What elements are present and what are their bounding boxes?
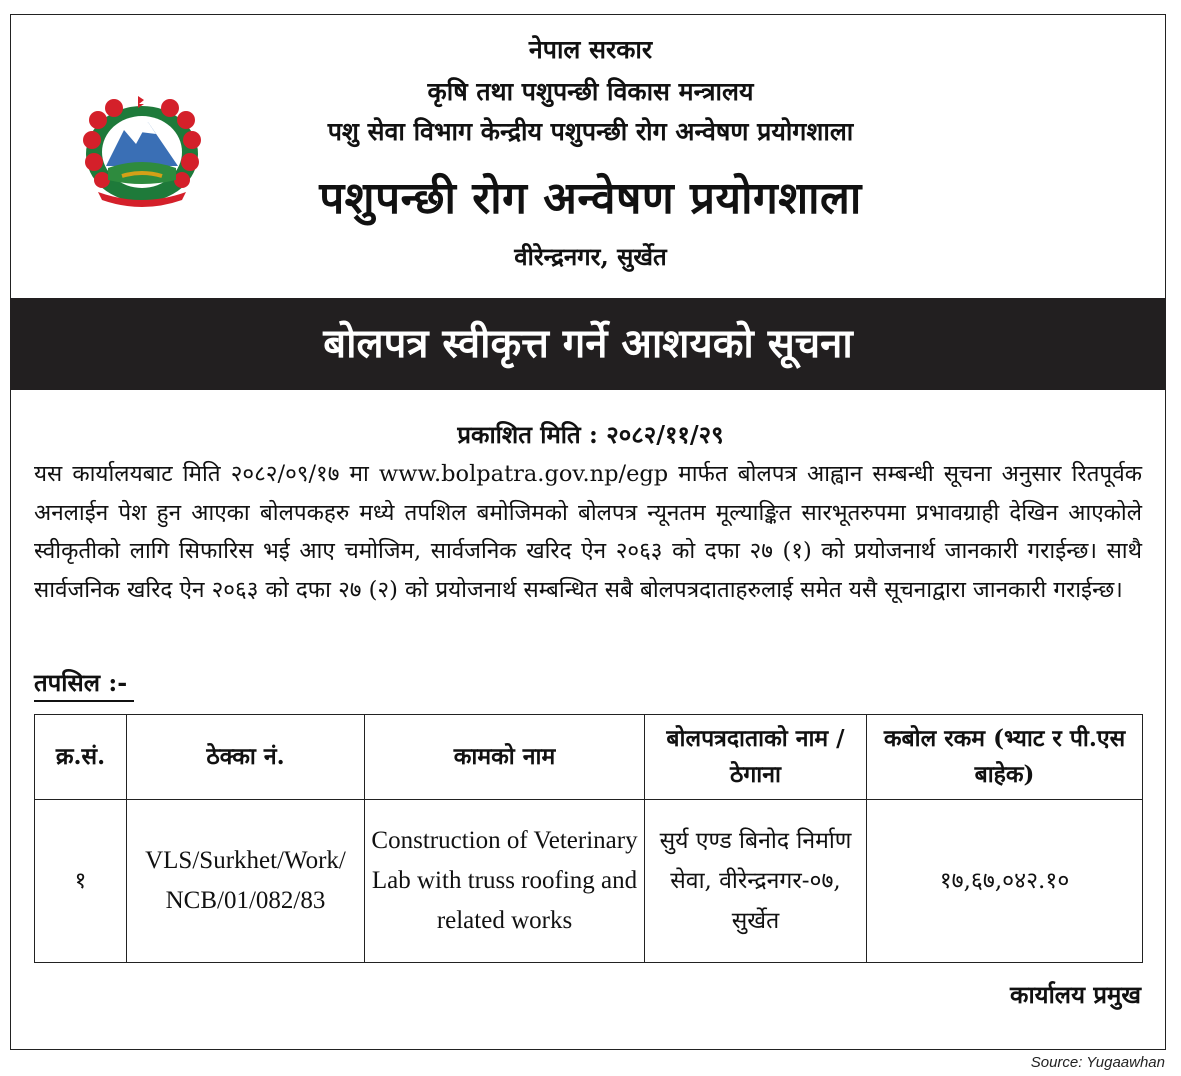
department-name: पशु सेवा विभाग केन्द्रीय पशुपन्छी रोग अन्वेषण प्रयोगशाला <box>327 117 854 146</box>
government-name: नेपाल सरकार <box>528 35 653 64</box>
details-label: तपसिल :- <box>34 666 134 702</box>
header-work-name: कामको नाम <box>365 715 645 800</box>
published-date: प्रकाशित मिति : २०८२/११/२९ <box>457 420 724 449</box>
header-bidder: बोलपत्रदाताको नाम / ठेगाना <box>645 715 867 800</box>
lab-name: पशुपन्छी रोग अन्वेषण प्रयोगशाला <box>319 173 862 224</box>
location: वीरेन्द्रनगर, सुर्खेत <box>514 242 667 271</box>
ministry-name: कृषि तथा पशुपन्छी विकास मन्त्रालय <box>427 77 754 106</box>
signature: कार्यालय प्रमुख <box>1010 980 1141 1009</box>
notice-title-banner: बोलपत्र स्वीकृत्त गर्ने आशयको सूचना <box>10 298 1166 390</box>
source-credit: Source: Yugaawhan <box>1030 1054 1165 1071</box>
header-contract-no: ठेक्का नं. <box>127 715 365 800</box>
cell-bidder: सुर्य एण्ड बिनोद निर्माण सेवा, वीरेन्द्रनगर-०७, सुर्खेत <box>645 800 867 963</box>
table-header-row <box>35 715 1143 800</box>
header-amount: कबोल रकम (भ्याट र पी.एस बाहेक) <box>867 715 1143 800</box>
cell-contract-no: VLS/Surkhet/Work/ NCB/01/082/83 <box>127 800 365 963</box>
notice-body: यस कार्यालयबाट मिति २०८२/०९/१७ मा www.bolpatra.gov.np/egp मार्फत बोलपत्र आह्वान सम्बन्धी सूचना अनुसार रितपूर्वक अनलाईन पेश हुन आएका बोलपकहरु मध्ये तपशिल बमोजिमको बोलपत्र न्यूनतम मूल्याङ्कित सारभूतरुपमा प्रभावग्राही देखिन आएकोले स्वीकृतीको लागि सिफारिस भई आए चमोजिम, सार्वजनिक खरिद ऐन २०६३ को दफा २७ (१) को प्रयोजनार्थ जानकारी गराईन्छ। साथै सार्वजनिक खरिद ऐन २०६३ को दफा २७ (२) को प्रयोजनार्थ सम्बन्धित सबै बोलपत्रदाताहरुलाई समेत यसै सूचनाद्वारा जानकारी गराईन्छ। <box>34 461 1142 603</box>
header-sn: क्र.सं. <box>35 715 127 800</box>
cell-work-name: Construction of Veterinary Lab with truss roofing and related works <box>365 800 645 963</box>
table-row <box>35 800 1143 963</box>
bid-table <box>34 714 1143 963</box>
cell-amount: १७,६७,०४२.१० <box>867 800 1143 963</box>
cell-sn: १ <box>35 800 127 963</box>
